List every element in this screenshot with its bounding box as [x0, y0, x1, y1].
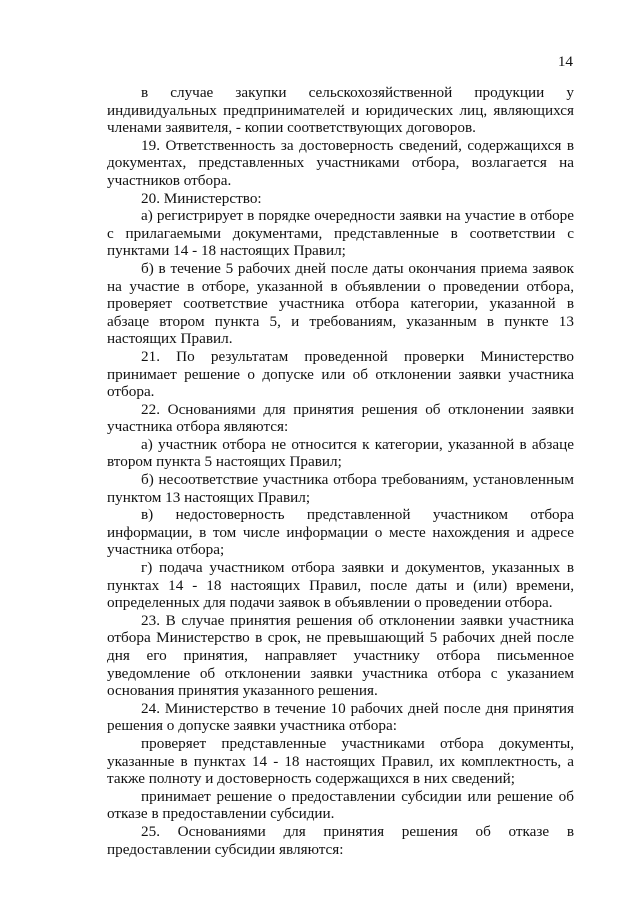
paragraph-24-ministry-review: 24. Министерство в течение 10 рабочих дней после дня принятия решения о допуске заявки участника отбора:: [107, 699, 574, 735]
paragraph-20a-registers: а) регистрирует в порядке очередности заявки на участие в отборе с прилагаемыми документами, представленные в соответствии с пунктами 14 - 18 настоящих Правил;: [107, 207, 574, 260]
document-body: [107, 84, 574, 858]
page-number: 14: [557, 53, 573, 70]
paragraph-22g: г) подача участником отбора заявки и документов, указанных в пунктах 14 - 18 настоящих Правил, после даты и (или) времени, определенных для подачи заявок в объявлении о проведении отбора.: [107, 559, 574, 612]
paragraph-purchase-contracts: в случае закупки сельскохозяйственной продукции у индивидуальных предпринимателей и юридических лиц, являющихся членами заявителя, - копии соответствующих договоров.: [107, 84, 574, 137]
paragraph-22-grounds: 22. Основаниями для принятия решения об отклонении заявки участника отбора являются:: [107, 400, 574, 436]
paragraph-19-responsibility: 19. Ответственность за достоверность сведений, содержащихся в документах, представленных участниками отбора, возлагается на участников отбора.: [107, 136, 574, 189]
paragraph-22a: а) участник отбора не относится к категории, указанной в абзаце втором пункта 5 настоящих Правил;: [107, 435, 574, 471]
paragraph-21-decision: 21. По результатам проведенной проверки Министерство принимает решение о допуске или об отклонении заявки участника отбора.: [107, 347, 574, 401]
paragraph-22b: б) несоответствие участника отбора требованиям, установленным пунктом 13 настоящих Правил;: [107, 471, 574, 506]
paragraph-24-checks-documents: проверяет представленные участниками отбора документы, указанные в пунктах 14 - 18 настоящих Правил, их комплектность, а также полноту и достоверность содержащихся в них сведений;: [107, 734, 574, 788]
paragraph-23-rejection-notice: 23. В случае принятия решения об отклонении заявки участника отбора Министерство в срок, не превышающий 5 рабочих дней после дня его принятия, направляет участнику отбора письменное уведомление об отклонении заявки участника отбора с указанием основания принятия указанного решения.: [107, 611, 574, 700]
paragraph-22v: в) недостоверность представленной участником отбора информации, в том числе информации о месте нахождения и адресе участника отбора;: [107, 506, 574, 559]
paragraph-25-refusal-grounds: 25. Основаниями для принятия решения об отказе в предоставлении субсидии являются:: [107, 822, 574, 858]
paragraph-20b-checks: б) в течение 5 рабочих дней после даты окончания приема заявок на участие в отборе, указанной в объявлении о проведении отбора, проверяет соответствие участника отбора категории, указанной в абзаце втором пункта 5, и требованиям, указанным в пункте 13 настоящих Правил.: [107, 259, 574, 348]
paragraph-24-makes-decision: принимает решение о предоставлении субсидии или решение об отказе в предоставлении субсидии.: [107, 787, 574, 823]
paragraph-20-ministry: 20. Министерство:: [141, 189, 262, 207]
